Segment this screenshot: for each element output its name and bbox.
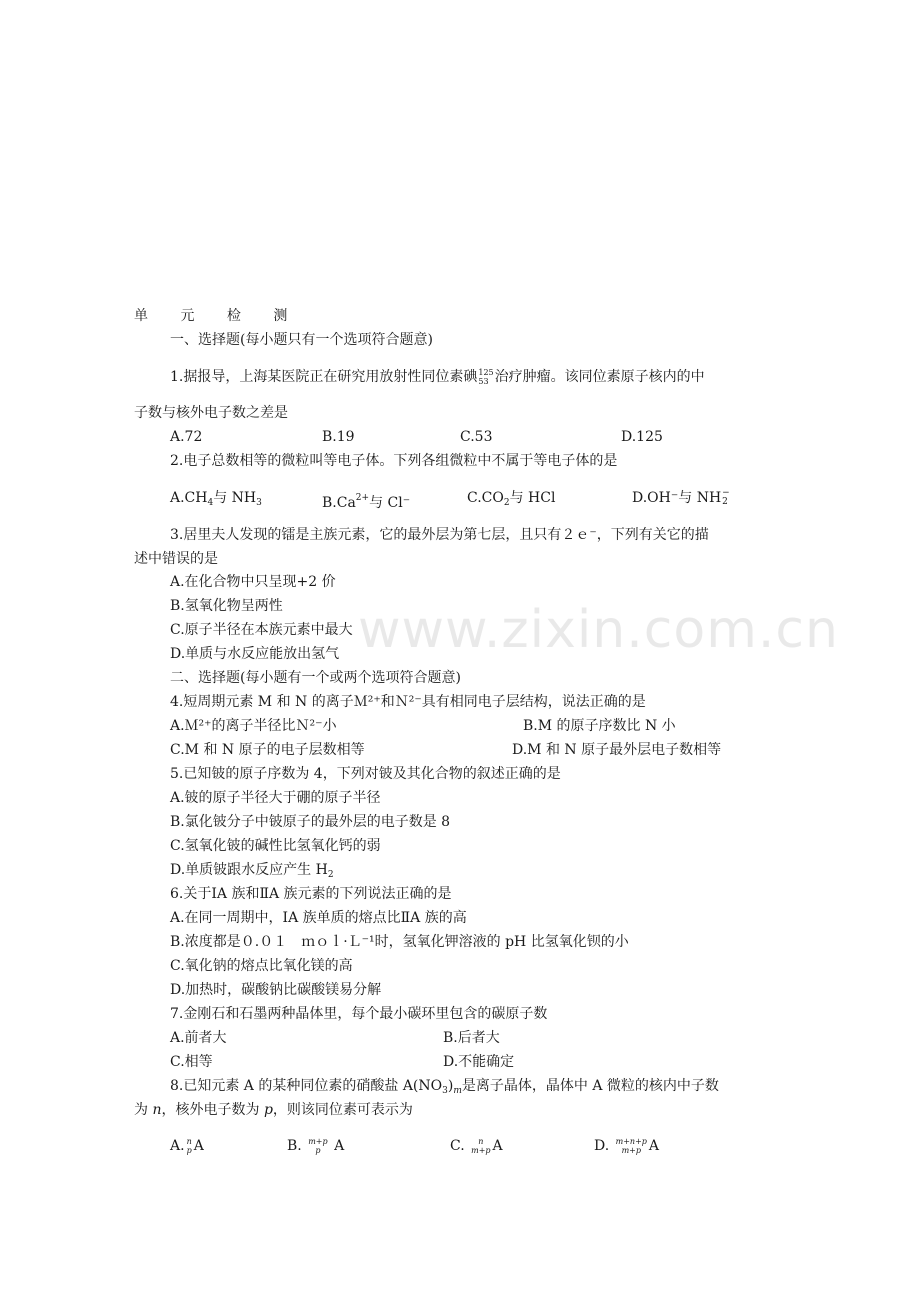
- q7-option-b: B.后者大: [443, 1030, 500, 1046]
- question-7: 7.金刚石和石墨两种晶体里，每个最小碳环里包含的碳原子数: [170, 1006, 548, 1022]
- q5-option-c: C.氢氧化铍的碱性比氢氧化钙的弱: [170, 838, 381, 854]
- q3-option-a: A.在化合物中只呈现+2 价: [170, 574, 336, 590]
- q1-option-a: A.72: [170, 429, 203, 445]
- q3-option-b: B.氢氧化物呈两性: [170, 598, 283, 614]
- q4-option-d: D.M 和 N 原子最外层电子数相等: [512, 742, 722, 758]
- q8-option-c: C. n m+p A: [450, 1137, 503, 1155]
- q6-option-b: B.浓度都是０.０１ ｍｏｌ·Ｌ⁻¹时，氢氧化钾溶液的 pH 比氢氧化钡的小: [170, 934, 629, 950]
- q5-option-a: A.铍的原子半径大于硼的原子半径: [170, 790, 381, 806]
- q2-option-c: $C.CO_2$与 HCl: [467, 490, 556, 508]
- question-5: 5.已知铍的原子序数为 4，下列对铍及其化合物的叙述正确的是: [170, 766, 561, 782]
- q1-option-c: C.53: [460, 429, 493, 445]
- q5-option-d: D.单质铍跟水反应产生 $H_2$: [170, 862, 334, 880]
- q6-option-a: A.在同一周期中，ⅠA 族单质的熔点比ⅡA 族的高: [170, 910, 467, 926]
- q3-option-d: D.单质与水反应能放出氢气: [170, 646, 340, 662]
- q5-option-b: B.氯化铍分子中铍原子的最外层的电子数是 8: [170, 814, 451, 830]
- q7-option-a: A.前者大: [170, 1030, 227, 1046]
- q3-option-c: C.原子半径在本族元素中最大: [170, 622, 353, 638]
- question-1-continued: 子数与核外电子数之差是: [134, 405, 288, 421]
- watermark: www.zixin.com.cn: [358, 600, 839, 660]
- section-heading-1: 一、选择题(每小题只有一个选项符合题意): [170, 332, 433, 348]
- question-6: 6.关于ⅠA 族和ⅡA 族元素的下列说法正确的是: [170, 886, 452, 902]
- question-3-continued: 述中错误的是: [134, 551, 218, 567]
- q8-option-b: B. m+p p A: [287, 1137, 345, 1155]
- q4-option-a: A.Ｍ²⁺的离子半径比Ｎ²⁻小: [170, 718, 337, 734]
- q8-option-a: A. n p A: [170, 1137, 204, 1155]
- question-2: 2.电子总数相等的微粒叫等电子体。下列各组微粒中不属于等电子体的是: [170, 453, 618, 469]
- page-title: 单 元 检 测: [134, 308, 302, 324]
- q7-option-c: C.相等: [170, 1054, 213, 1070]
- question-4: 4.短周期元素 M 和 N 的离子Ｍ²⁺和Ｎ²⁻具有相同电子层结构，说法正确的是: [170, 694, 646, 710]
- isotope-notation: 125 53: [478, 368, 494, 386]
- q2-option-d: D.OH⁻与 NH − 2: [632, 488, 730, 507]
- question-8-continued: 为 n，核外电子数为 p，则该同位素可表示为: [134, 1102, 413, 1118]
- q7-option-d: D.不能确定: [443, 1054, 515, 1070]
- q4-option-c: C.M 和 N 原子的电子层数相等: [170, 742, 365, 758]
- q2-option-a: $A.CH_4$与 $NH_3$: [170, 490, 262, 508]
- question-3: 3.居里夫人发现的镭是主族元素，它的最外层为第七层，且只有２ｅ⁻，下列有关它的描: [170, 527, 709, 543]
- question-1: 1.据报导，上海某医院正在研究用放射性同位素碘 125 53 治疗肿瘤。该同位素原子核内的中: [170, 368, 705, 386]
- q1-option-b: B.19: [322, 429, 355, 445]
- q4-option-b: B.M 的原子序数比 N 小: [523, 718, 676, 734]
- q1-option-d: D.125: [621, 429, 663, 445]
- q2-option-b: $B.Ca^{2+}$与 Cl⁻: [322, 493, 411, 511]
- q6-option-d: D.加热时，碳酸钠比碳酸镁易分解: [170, 982, 382, 998]
- question-8: 8.已知元素 A 的某种同位素的硝酸盐 $A(NO_3)_m$是离子晶体，晶体中 A 微粒的核内中子数: [170, 1078, 719, 1096]
- q6-option-c: C.氧化钠的熔点比氧化镁的高: [170, 958, 353, 974]
- section-heading-2: 二、选择题(每小题有一个或两个选项符合题意): [170, 670, 461, 686]
- q8-option-d: D. m+n+p m+p A: [594, 1137, 660, 1155]
